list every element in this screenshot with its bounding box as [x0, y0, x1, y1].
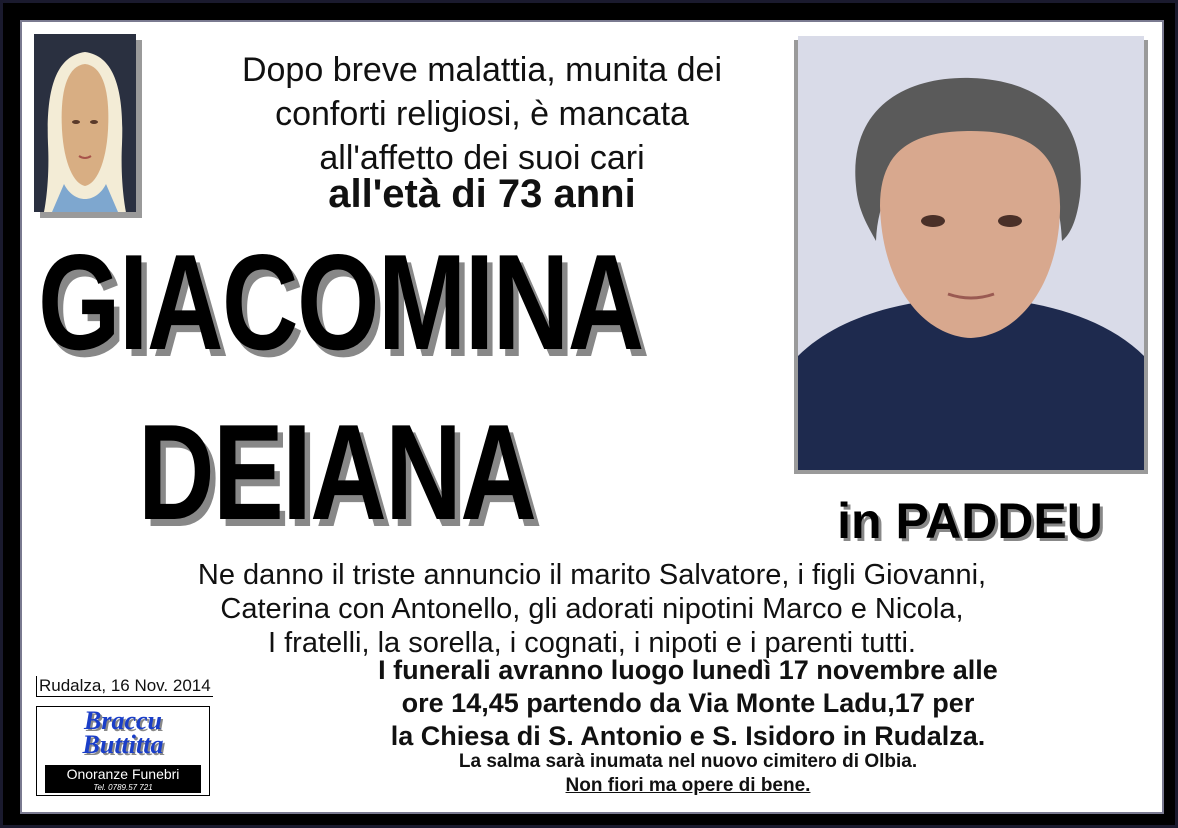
deceased-photo: [798, 36, 1144, 470]
logo-name: [37, 706, 209, 759]
married-name: in PADDEU: [837, 493, 1103, 549]
logo-phone: Tel. 0789.57 721: [45, 783, 201, 793]
intro-text: [172, 48, 792, 180]
logo-subtitle: Onoranze Funebri: [45, 765, 201, 783]
last-name: DEIANA: [138, 396, 536, 548]
intro-line: all'affetto dei suoi cari: [319, 139, 645, 177]
madonna-image: [34, 34, 136, 212]
funeral-line: ore 14,45 partendo da Via Monte Ladu,17 per: [401, 688, 975, 718]
announcement-line: Caterina con Antonello, gli adorati nipotini Marco e Nicola,: [220, 593, 964, 625]
announcement-line: Ne danno il triste annuncio il marito Salvatore, i figli Giovanni,: [197, 559, 987, 591]
first-name: GIACOMINA: [38, 226, 643, 378]
burial-note: La salma sarà inumata nel nuovo cimitero di Olbia.: [458, 751, 918, 772]
intro-line: conforti religiosi, è mancata: [275, 95, 689, 133]
intro-line: Dopo breve malattia, munita dei: [241, 51, 723, 89]
age-line: all'età di 73 anni: [328, 172, 636, 216]
flowers-note: Non fiori ma opere di bene.: [565, 775, 811, 796]
logo-name-line: Buttitta: [82, 730, 164, 759]
funeral-home-logo: [36, 706, 210, 796]
funeral-details: [218, 654, 1158, 753]
funeral-line: I funerali avranno luogo lunedì 17 novembre alle: [378, 655, 998, 685]
obituary-card: [22, 22, 1162, 812]
place-date: Rudalza, 16 Nov. 2014: [36, 676, 213, 697]
announcement-line: I fratelli, la sorella, i cognati, i nipoti e i parenti tutti.: [268, 627, 916, 659]
funeral-line: la Chiesa di S. Antonio e S. Isidoro in Rudalza.: [390, 721, 986, 751]
announcement-text: [30, 558, 1154, 660]
logo-name-line: Braccu: [84, 706, 162, 735]
